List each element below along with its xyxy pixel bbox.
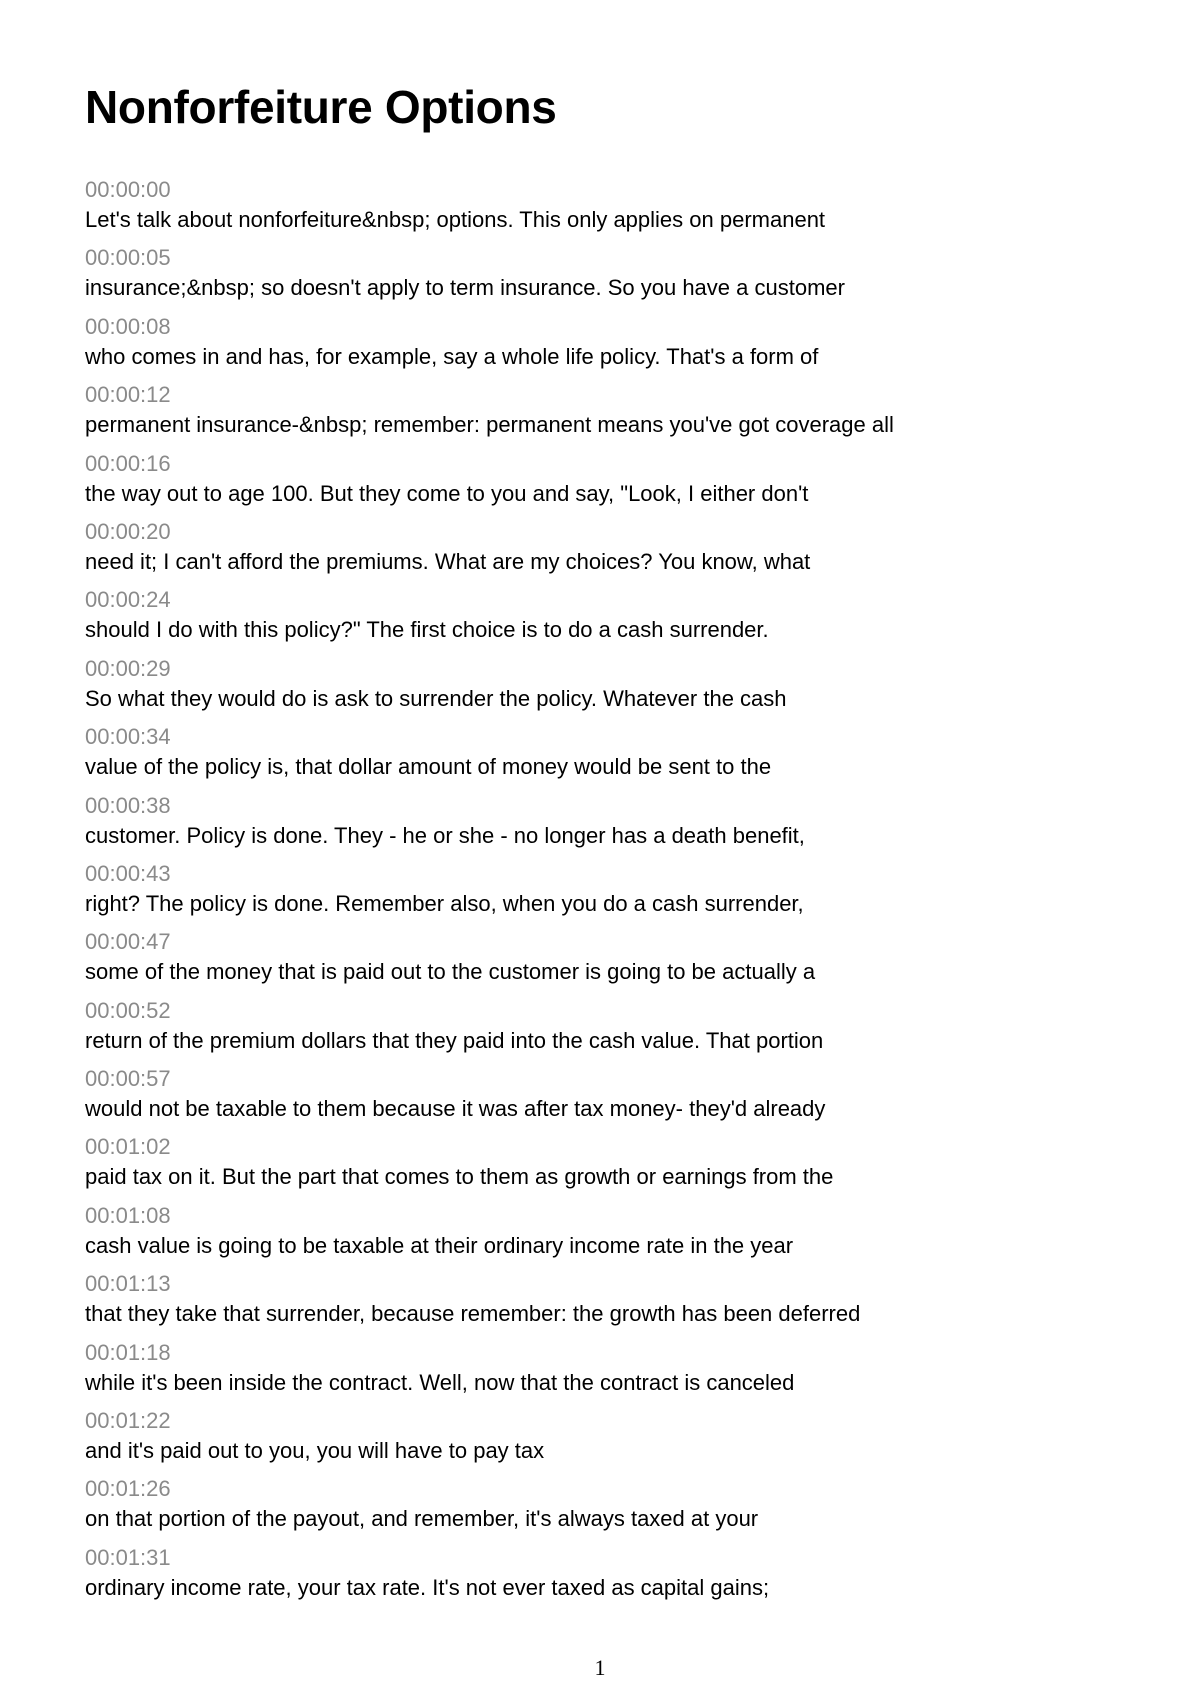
transcript-entry — [85, 928, 1145, 996]
timestamp: 00:00:29 — [85, 655, 171, 681]
transcript-text: who comes in and has, for example, say a whole life policy. That's a form of — [85, 343, 819, 369]
timestamp: 00:00:38 — [85, 792, 171, 818]
transcript-text: permanent insurance-&nbsp; remember: permanent means you've got coverage all — [85, 412, 894, 438]
transcript-text: cash value is going to be taxable at their ordinary income rate in the year — [85, 1232, 794, 1258]
transcript-entry — [85, 244, 1145, 312]
page-title: Nonforfeiture Options — [85, 81, 557, 133]
transcript-entry — [85, 1475, 1145, 1543]
transcript-text: So what they would do is ask to surrender the policy. Whatever the cash — [85, 685, 787, 711]
transcript-entry — [85, 655, 1145, 723]
timestamp: 00:00:05 — [85, 245, 171, 271]
transcript-text: insurance;&nbsp; so doesn't apply to term insurance. So you have a customer — [85, 275, 845, 301]
transcript-text: would not be taxable to them because it was after tax money- they'd already — [85, 1096, 826, 1122]
transcript-text: on that portion of the payout, and remember, it's always taxed at your — [85, 1506, 759, 1532]
transcript-entry — [85, 1544, 1145, 1612]
timestamp: 00:01:31 — [85, 1544, 171, 1570]
transcript-text: return of the premium dollars that they paid into the cash value. That portion — [85, 1027, 824, 1053]
transcript-entry — [85, 176, 1145, 244]
transcript-text: right? The policy is done. Remember also, when you do a cash surrender, — [85, 890, 804, 916]
transcript-entry — [85, 586, 1145, 654]
timestamp: 00:00:43 — [85, 860, 171, 886]
page-number: 1 — [594, 1655, 606, 1680]
timestamp: 00:00:08 — [85, 313, 171, 339]
transcript-text: the way out to age 100. But they come to you and say, "Look, I either don't — [85, 480, 809, 506]
timestamp: 00:01:26 — [85, 1476, 171, 1502]
transcript-entry — [85, 997, 1145, 1065]
transcript-text: some of the money that is paid out to the customer is going to be actually a — [85, 959, 816, 985]
transcript-entry — [85, 1339, 1145, 1407]
transcript-text: value of the policy is, that dollar amount of money would be sent to the — [85, 754, 772, 780]
timestamp: 00:00:34 — [85, 724, 171, 750]
transcript-text: customer. Policy is done. They - he or she - no longer has a death benefit, — [85, 822, 805, 848]
transcript-text: ordinary income rate, your tax rate. It's not ever taxed as capital gains; — [85, 1574, 770, 1600]
timestamp: 00:00:57 — [85, 1066, 171, 1092]
transcript-entry — [85, 381, 1145, 449]
transcript-text: while it's been inside the contract. Well, now that the contract is canceled — [85, 1369, 795, 1395]
transcript-entry — [85, 313, 1145, 381]
transcript-text: paid tax on it. But the part that comes to them as growth or earnings from the — [85, 1164, 834, 1190]
timestamp: 00:01:08 — [85, 1202, 171, 1228]
transcript-entry — [85, 792, 1145, 860]
timestamp: 00:00:16 — [85, 450, 171, 476]
transcript-text: need it; I can't afford the premiums. What are my choices? You know, what — [85, 548, 811, 574]
transcript-entry — [85, 860, 1145, 928]
transcript-entry — [85, 450, 1145, 518]
timestamp: 00:01:22 — [85, 1408, 171, 1434]
transcript — [85, 176, 1145, 1612]
transcript-text: Let's talk about nonforfeiture&nbsp; options. This only applies on permanent — [85, 207, 826, 232]
transcript-entry — [85, 518, 1145, 586]
transcript-text: that they take that surrender, because remember: the growth has been deferred — [85, 1301, 861, 1327]
timestamp: 00:00:24 — [85, 587, 171, 613]
transcript-entry — [85, 1270, 1145, 1338]
timestamp: 00:01:02 — [85, 1134, 171, 1160]
timestamp: 00:00:47 — [85, 929, 171, 955]
timestamp: 00:00:52 — [85, 997, 171, 1023]
transcript-entry — [85, 1065, 1145, 1133]
transcript-entry — [85, 723, 1145, 791]
transcript-text: should I do with this policy?" The first choice is to do a cash surrender. — [85, 617, 769, 643]
timestamp: 00:01:18 — [85, 1339, 171, 1365]
transcript-entry — [85, 1407, 1145, 1475]
timestamp: 00:00:00 — [85, 177, 171, 202]
timestamp: 00:00:20 — [85, 518, 171, 544]
timestamp: 00:00:12 — [85, 382, 171, 408]
transcript-text: and it's paid out to you, you will have to pay tax — [85, 1438, 545, 1464]
timestamp: 00:01:13 — [85, 1271, 171, 1297]
transcript-entry — [85, 1202, 1145, 1270]
transcript-entry — [85, 1133, 1145, 1201]
